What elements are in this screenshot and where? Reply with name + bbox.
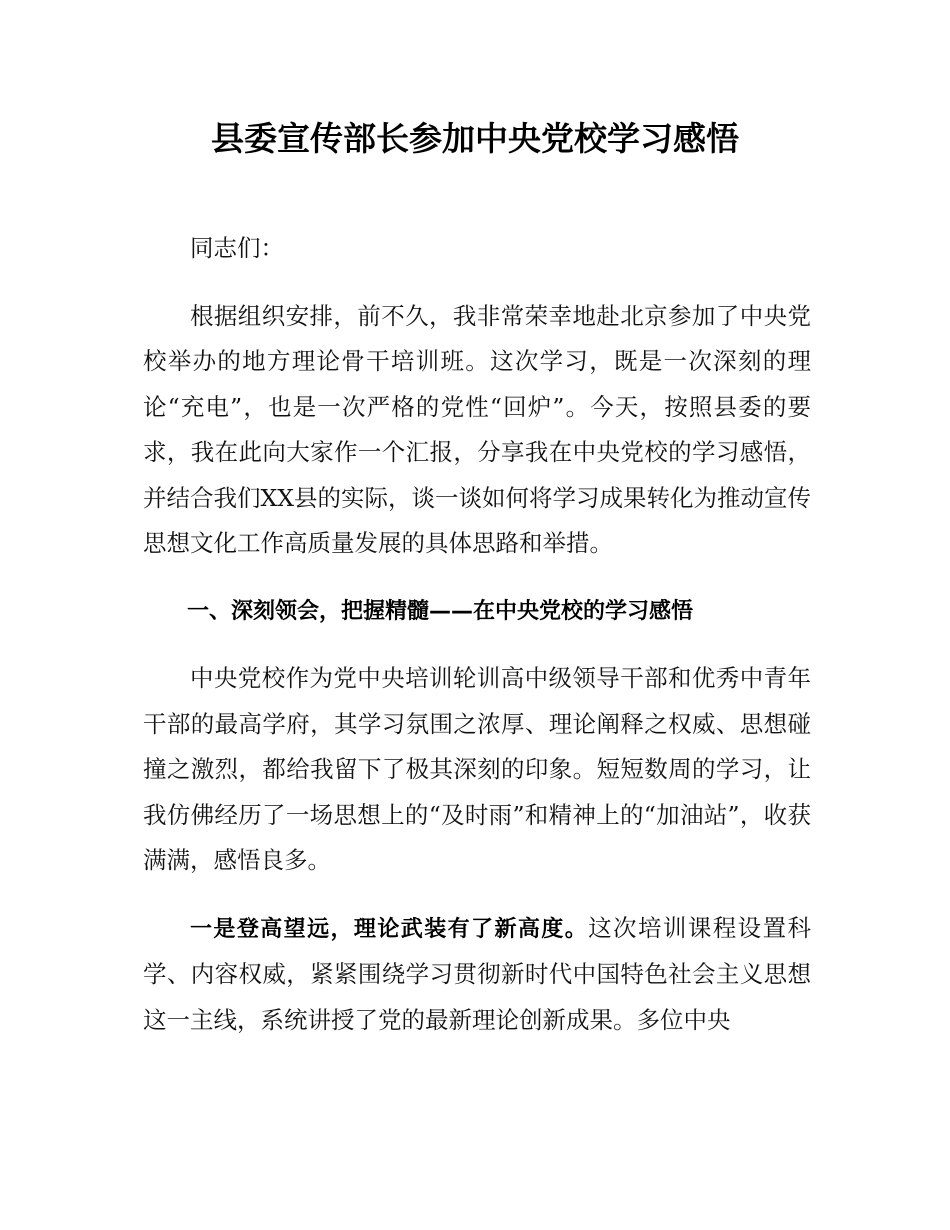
document-body <box>143 226 811 1065</box>
intro-paragraph: 根据组织安排，前不久，我非常荣幸地赴北京参加了中央党校举办的地方理论骨干培训班。这次学习，既是一次深刻的理论“充电”，也是一次严格的党性“回炉”。今天，按照县委的要求，我在此向大家作一个汇报，分享我在中央党校的学习感悟，并结合我们XX县的实际，谈一谈如何将学习成果转化为推动宣传思想文化工作高质量发展的具体思路和举措。 <box>143 301 811 557</box>
section-heading: 一、深刻领会，把握精髓——在中央党校的学习感悟 <box>187 598 694 624</box>
document-title: 县委宣传部长参加中央党校学习感悟 <box>211 119 739 158</box>
section-paragraph: 中央党校作为党中央培训轮训高中级领导干部和优秀中青年干部的最高学府，其学习氛围之浓厚、理论阐释之权威、思想碰撞之激烈，都给我留下了极其深刻的印象。短短数周的学习，让我仿佛经历了一场思想上的“及时雨”和精神上的“加油站”，收获满满，感悟良多。 <box>143 664 811 874</box>
point-lead: 一是登高望远，理论武装有了新高度。 <box>190 916 589 942</box>
point-text: 这次培训课程设置科学、内容权威，紧紧围绕学习贯彻新时代中国特色社会主义思想这一主线，系统讲授了党的最新理论创新成果。多位中央 <box>143 913 811 1034</box>
section-point-paragraph <box>143 906 811 1044</box>
greeting: 同志们： <box>190 234 284 262</box>
